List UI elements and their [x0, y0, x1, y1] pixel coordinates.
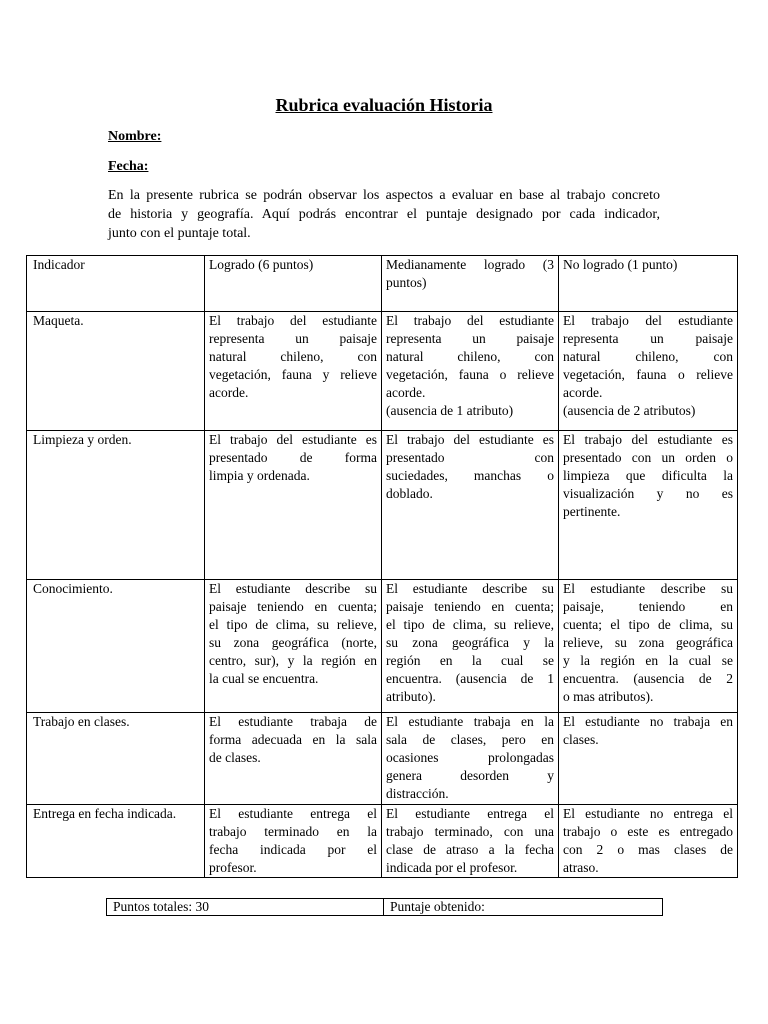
cell-line: vegetación, fauna y relieve: [209, 367, 377, 382]
header-indicador: [27, 256, 205, 312]
cell-line: El estudiante trabaja de: [209, 714, 377, 729]
cell-line: acorde.: [563, 385, 603, 400]
logrado-cell: [205, 805, 382, 878]
cell-line: El estudiante describe su: [563, 581, 733, 596]
nombre-label: Nombre:: [108, 129, 162, 144]
cell-line: representa un paisaje: [386, 331, 554, 346]
cell-line: El estudiante describe su: [209, 581, 377, 596]
cell-line: ocasiones prolongadas: [386, 750, 554, 765]
cell-line: clase de atraso a la fecha: [386, 842, 554, 857]
medianamente-cell: [382, 312, 559, 431]
cell-line: el tipo de clima, su relieve,: [209, 617, 377, 632]
no-logrado-cell: [559, 805, 738, 878]
intro-line: En la presente rubrica se podrán observar los aspectos a evaluar en base al trabajo concreto: [108, 188, 660, 203]
cell-line: natural chileno, con: [386, 349, 554, 364]
cell-line: su zona geográfica y la: [386, 635, 554, 650]
intro-line: de historia y geografía. Aquí podrás encontrar el puntaje designado por cada indicador,: [108, 207, 660, 222]
cell-line: doblado.: [386, 486, 433, 501]
cell-line: cuenta; el tipo de clima, su: [563, 617, 733, 632]
cell-line: región en la cual se: [386, 653, 554, 668]
medianamente-cell: [382, 805, 559, 878]
table-row: [27, 805, 738, 878]
cell-line: centro, sur), y la región en: [209, 653, 377, 668]
no-logrado-cell: [559, 713, 738, 805]
cell-line: No logrado (1 punto): [563, 257, 678, 272]
cell-line: Medianamente logrado (3: [386, 257, 554, 272]
cell-line: El estudiante no entrega el: [563, 806, 733, 821]
intro-paragraph: [108, 186, 660, 243]
cell-line: el tipo de clima, su relieve,: [386, 617, 554, 632]
cell-line: El estudiante entrega el: [209, 806, 377, 821]
cell-line: El estudiante describe su: [386, 581, 554, 596]
cell-line: El estudiante trabaja en la: [386, 714, 554, 729]
cell-line: atributo).: [386, 689, 436, 704]
no-logrado-cell: [559, 312, 738, 431]
cell-line: atraso.: [563, 860, 599, 875]
logrado-cell: [205, 713, 382, 805]
totals-table: [106, 898, 663, 916]
cell-line: presentado con un orden o: [563, 450, 733, 465]
cell-line: su zona geográfica (norte,: [209, 635, 377, 650]
cell-line: natural chileno, con: [209, 349, 377, 364]
cell-line: pertinente.: [563, 504, 621, 519]
puntos-totales-cell: Puntos totales: 30: [107, 899, 384, 916]
cell-line: acorde.: [209, 385, 249, 400]
cell-line: El trabajo del estudiante es: [209, 432, 377, 447]
cell-line: paisaje, teniendo en: [563, 599, 733, 614]
table-row: [27, 431, 738, 580]
table-row: [27, 580, 738, 713]
cell-line: clases.: [563, 732, 599, 747]
cell-line: puntos): [386, 275, 427, 290]
cell-line: El trabajo del estudiante es: [563, 432, 733, 447]
cell-line: representa un paisaje: [563, 331, 733, 346]
header-row: [27, 256, 738, 312]
cell-line: o mas atributos).: [563, 689, 654, 704]
no-logrado-cell: [559, 580, 738, 713]
header-no-logrado: [559, 256, 738, 312]
cell-line: presentado de forma: [209, 450, 377, 465]
indicador-cell: Trabajo en clases.: [27, 713, 205, 805]
cell-line: El trabajo del estudiante: [563, 313, 733, 328]
cell-line: El trabajo del estudiante: [209, 313, 377, 328]
cell-line: trabajo o este es entregado: [563, 824, 733, 839]
cell-line: paisaje teniendo en cuenta;: [386, 599, 554, 614]
cell-line: trabajo terminado, con una: [386, 824, 554, 839]
medianamente-cell: [382, 713, 559, 805]
header-logrado: [205, 256, 382, 312]
rubric-table: [26, 255, 738, 878]
totals-row: [107, 899, 663, 916]
cell-line: fecha indicada por el: [209, 842, 377, 857]
indicador-cell: Maqueta.: [27, 312, 205, 431]
cell-line: vegetación, fauna o relieve: [563, 367, 733, 382]
cell-line: indicada por el profesor.: [386, 860, 518, 875]
cell-line: forma adecuada en la sala: [209, 732, 377, 747]
cell-line: con 2 o mas clases de: [563, 842, 733, 857]
logrado-cell: [205, 580, 382, 713]
cell-line: de clases.: [209, 750, 261, 765]
cell-line: relieve, su zona geográfica: [563, 635, 733, 650]
cell-line: natural chileno, con: [563, 349, 733, 364]
cell-line: profesor.: [209, 860, 257, 875]
cell-line: Indicador: [33, 257, 85, 272]
cell-line: limpia y ordenada.: [209, 468, 310, 483]
medianamente-cell: [382, 580, 559, 713]
cell-line: suciedades, manchas o: [386, 468, 554, 483]
cell-line: paisaje teniendo en cuenta;: [209, 599, 377, 614]
medianamente-cell: [382, 431, 559, 580]
puntaje-obtenido-cell: Puntaje obtenido:: [384, 899, 663, 916]
cell-line: encuentra. (ausencia de 2: [563, 671, 733, 686]
logrado-cell: [205, 431, 382, 580]
table-row: [27, 312, 738, 431]
cell-line: trabajo terminado en la: [209, 824, 377, 839]
header-medianamente: [382, 256, 559, 312]
cell-line: distracción.: [386, 786, 449, 801]
cell-line: visualización y no es: [563, 486, 733, 501]
cell-line: y la región en la cual se: [563, 653, 733, 668]
cell-line: Logrado (6 puntos): [209, 257, 314, 272]
cell-line: acorde.: [386, 385, 426, 400]
cell-line: (ausencia de 2 atributos): [563, 403, 696, 418]
table-row: [27, 713, 738, 805]
cell-line: sala de clases, pero en: [386, 732, 554, 747]
fecha-label: Fecha:: [108, 159, 149, 174]
intro-line: junto con el puntaje total.: [108, 226, 251, 241]
cell-line: El estudiante entrega el: [386, 806, 554, 821]
page-title: Rubrica evaluación Historia: [275, 95, 493, 115]
cell-line: presentado con: [386, 450, 554, 465]
cell-line: (ausencia de 1 atributo): [386, 403, 514, 418]
cell-line: representa un paisaje: [209, 331, 377, 346]
indicador-cell: Entrega en fecha indicada.: [27, 805, 205, 878]
no-logrado-cell: [559, 431, 738, 580]
cell-line: vegetación, fauna o relieve: [386, 367, 554, 382]
indicador-cell: Conocimiento.: [27, 580, 205, 713]
cell-line: limpieza que dificulta la: [563, 468, 733, 483]
cell-line: El trabajo del estudiante: [386, 313, 554, 328]
cell-line: El estudiante no trabaja en: [563, 714, 733, 729]
indicador-cell: Limpieza y orden.: [27, 431, 205, 580]
logrado-cell: [205, 312, 382, 431]
cell-line: la cual se encuentra.: [209, 671, 319, 686]
cell-line: El trabajo del estudiante es: [386, 432, 554, 447]
cell-line: encuentra. (ausencia de 1: [386, 671, 554, 686]
cell-line: genera desorden y: [386, 768, 554, 783]
